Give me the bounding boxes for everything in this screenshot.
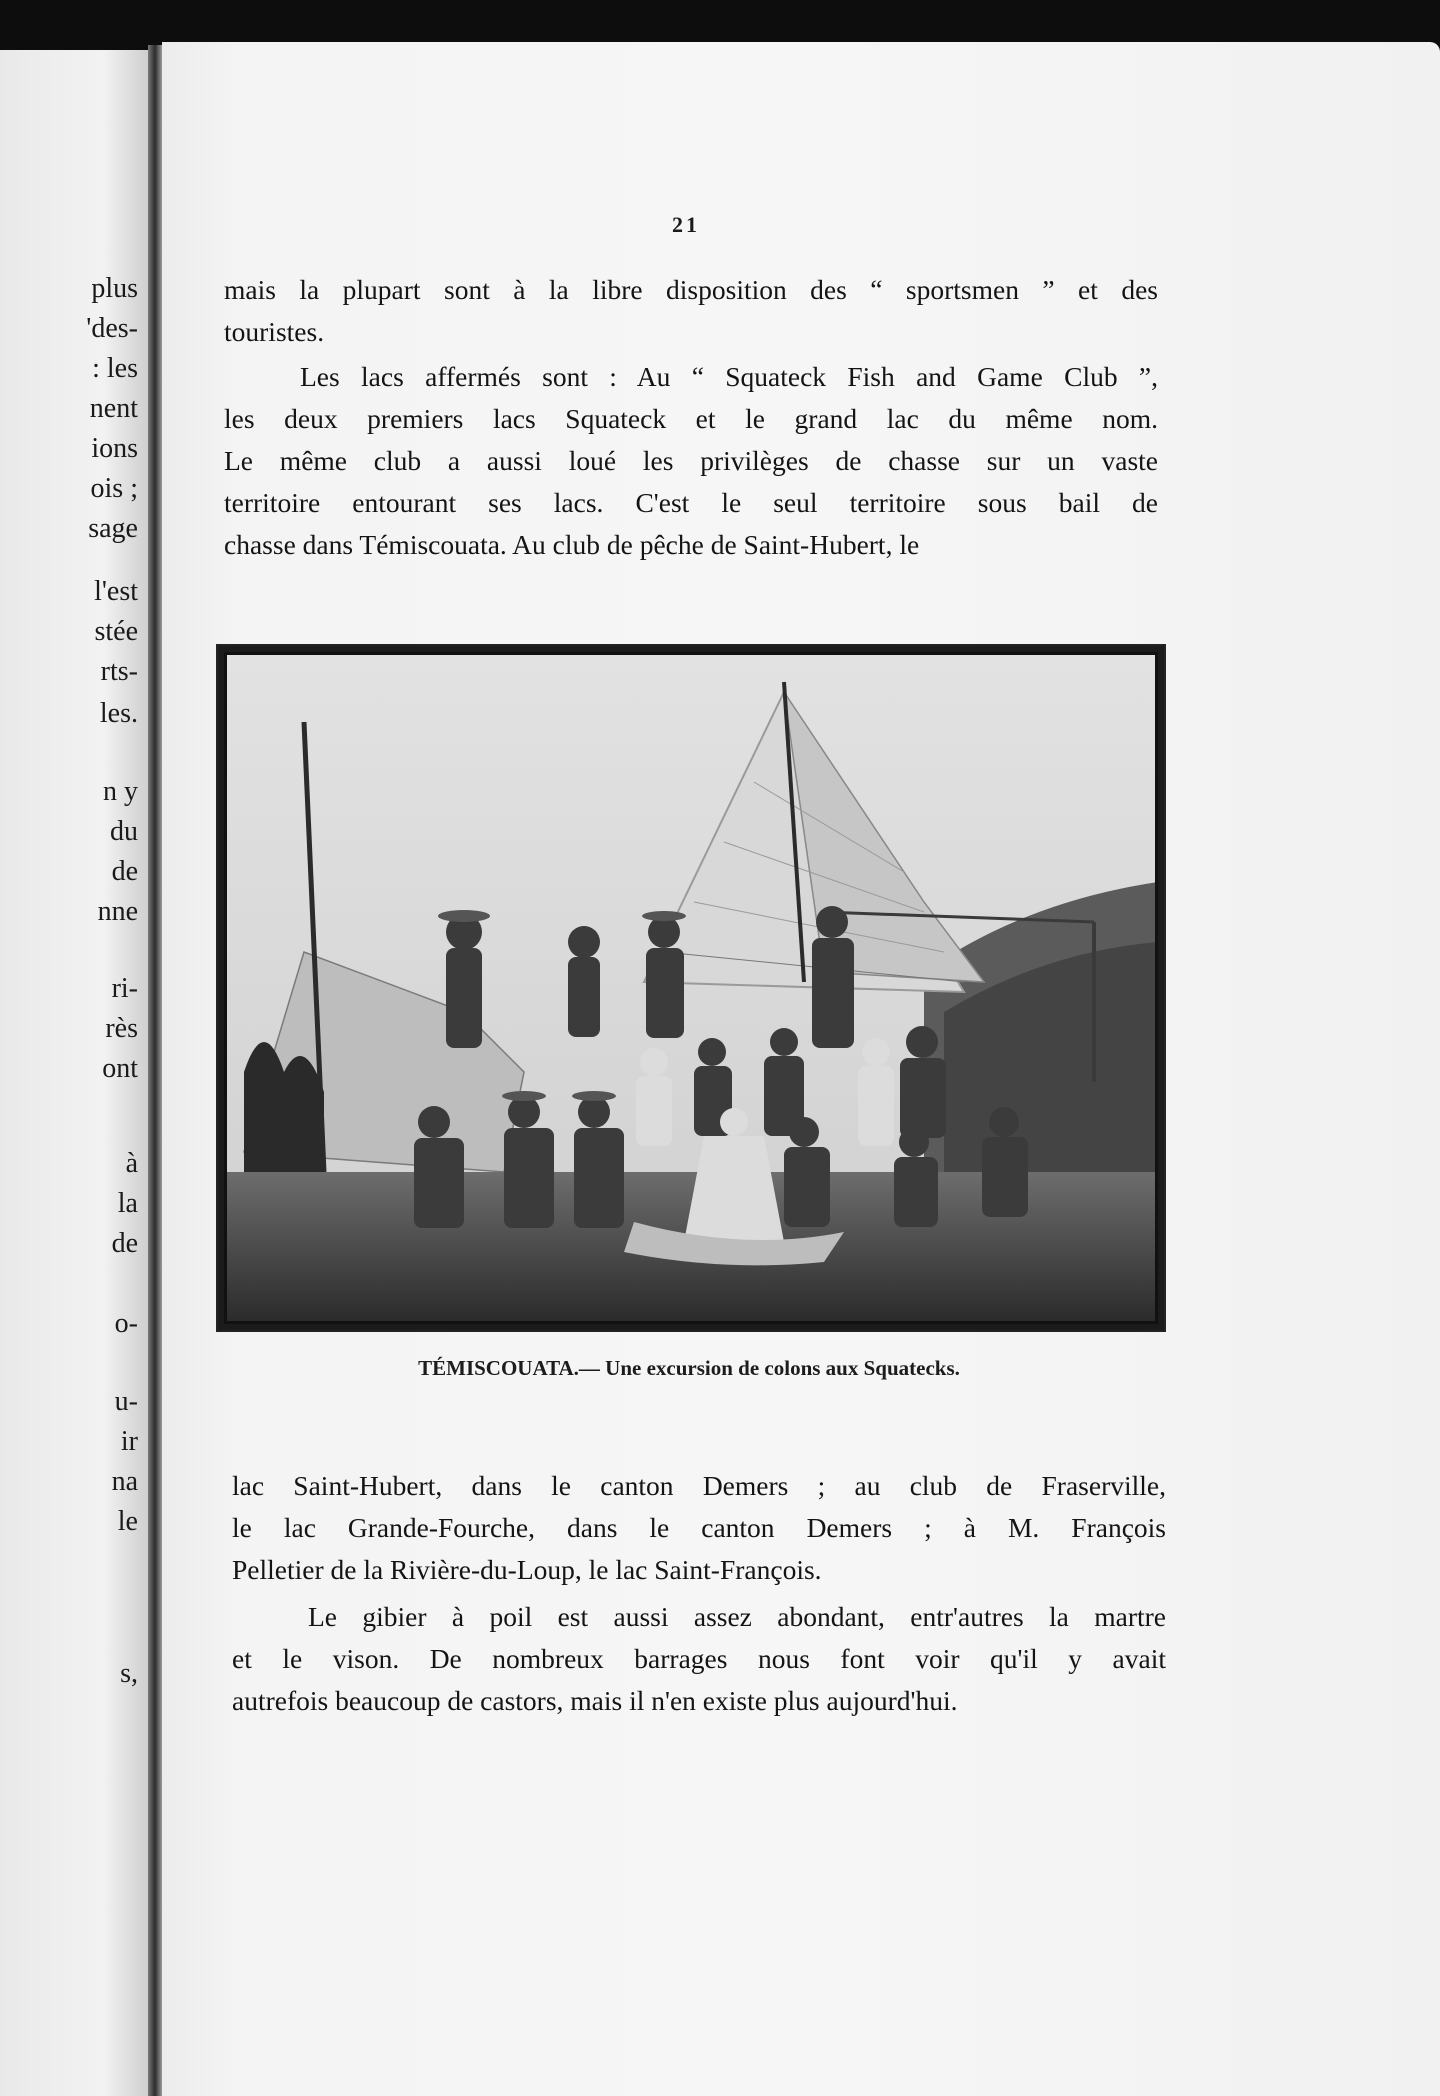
previous-page-text: à <box>125 1148 138 1179</box>
previous-page-text: nent <box>89 393 138 424</box>
previous-page-text: les. <box>99 698 138 729</box>
text-line: Le même club a aussi loué les privilèges de chasse sur un vaste <box>224 445 1158 476</box>
previous-page-text: rès <box>105 1013 138 1044</box>
previous-page-text: de <box>111 1228 138 1259</box>
previous-page-text: le <box>117 1506 138 1537</box>
previous-page-text: : les <box>92 353 138 384</box>
paragraph-4 <box>232 1596 1166 1722</box>
text-line: territoire entourant ses lacs. C'est le seul territoire sous bail de <box>224 487 1158 518</box>
previous-page-text: 'des- <box>86 313 138 344</box>
text-line: lac Saint-Hubert, dans le canton Demers ; au club de Fraserville, <box>232 1470 1166 1501</box>
photograph-camp-excursion <box>216 644 1166 1332</box>
text-line: Pelletier de la Rivière-du-Loup, le lac Saint-François. <box>232 1554 822 1585</box>
previous-page-fragment <box>0 50 148 2096</box>
previous-page-text: na <box>111 1466 138 1497</box>
text-line: mais la plupart sont à la libre disposition des “ sportsmen ” et des <box>224 274 1158 305</box>
paragraph-2 <box>224 356 1158 566</box>
text-line: autrefois beaucoup de castors, mais il n'en existe plus aujourd'hui. <box>232 1685 958 1716</box>
text-line: et le vison. De nombreux barrages nous font voir qu'il y avait <box>232 1643 1166 1674</box>
previous-page-text: de <box>111 856 138 887</box>
previous-page-text: n y <box>103 776 138 807</box>
text-line: touristes. <box>224 316 325 347</box>
previous-page-text: s, <box>120 1658 138 1689</box>
previous-page-text: ois ; <box>90 473 138 504</box>
previous-page-text: nne <box>97 896 138 927</box>
previous-page-text: ir <box>120 1426 138 1457</box>
previous-page-text: ont <box>102 1053 138 1084</box>
previous-page-text: plus <box>91 273 138 304</box>
previous-page-text: ions <box>91 433 138 464</box>
photo-image <box>224 652 1158 1324</box>
previous-page-text: la <box>117 1188 138 1219</box>
text-line: chasse dans Témiscouata. Au club de pêche de Saint-Hubert, le <box>224 529 920 560</box>
book-gutter <box>148 45 162 2096</box>
previous-page-text: u- <box>114 1386 138 1417</box>
previous-page-text: sage <box>88 513 138 544</box>
previous-page-text: o- <box>114 1308 138 1339</box>
text-line: Le gibier à poil est aussi assez abondant, entr'autres la martre <box>308 1601 1166 1632</box>
text-line: les deux premiers lacs Squateck et le grand lac du même nom. <box>224 403 1158 434</box>
text-line: le lac Grande-Fourche, dans le canton Demers ; à M. François <box>232 1512 1166 1543</box>
photo-caption: TÉMISCOUATA.— Une excursion de colons aux Squatecks. <box>418 1356 960 1380</box>
page-number: 21 <box>672 212 700 237</box>
paragraph-3 <box>232 1465 1166 1591</box>
previous-page-text: ri- <box>111 973 138 1004</box>
previous-page-text: stée <box>94 616 138 647</box>
paragraph-1 <box>224 269 1158 353</box>
previous-page-text: du <box>110 816 138 847</box>
text-line: Les lacs affermés sont : Au “ Squateck Fish and Game Club ”, <box>300 361 1158 392</box>
previous-page-text: l'est <box>94 576 138 607</box>
previous-page-text: rts- <box>100 656 138 687</box>
